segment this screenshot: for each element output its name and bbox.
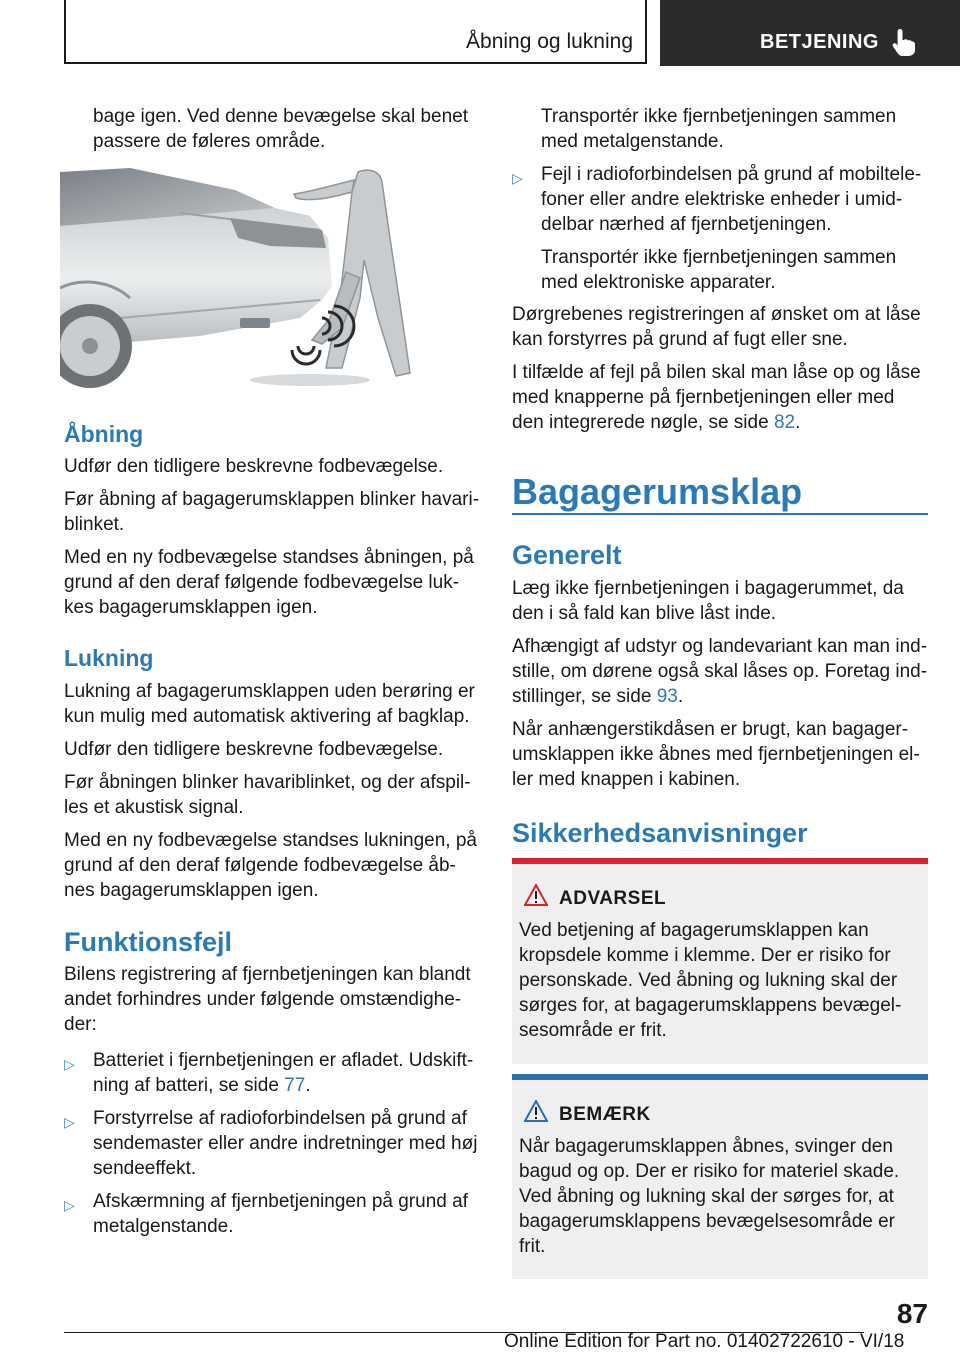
page-link-77[interactable]: 77 [284, 1075, 306, 1096]
warning-title: ADVARSEL [559, 888, 667, 909]
intro-paragraph: bage igen. Ved denne bevægelse skal benet passere de føleres område. [93, 106, 469, 152]
bullet-list-left [64, 1048, 484, 1239]
triangle-bullet-icon: ▷ [512, 170, 523, 186]
heading-abning: Åbning [64, 421, 144, 447]
generelt-section: Læg ikke fjernbetjeningen i bagagerummet, da den i så fald kan blive låst inde. Afhængigt af udstyr og landevariant kan man ind- stille, om dørene også skal låses op. Foretag ind- stillinger, se side 93. Når anhængerstikdåsen er brugt, kan bagager- umsklappen ikke åbnes med fjernbetjeningen el- ler med knappen i kabinen. [512, 578, 928, 790]
transport-note-1: Transportér ikke fjernbetjeningen sammen med metalgenstande. [541, 106, 897, 152]
heading-underline [512, 513, 928, 515]
header-section-tab [64, 0, 647, 64]
header-chapter-title: BETJENING [760, 31, 879, 53]
hand-pointer-icon [890, 27, 918, 57]
right-paragraphs: Dørgrebenes registreringen af ønsket om at låse kan forstyrres på grund af fugt eller sne. I tilfælde af fejl på bilen skal man låse op og låse med knapperne på fjernbetjeningen eller med den integrerede nøgle, se side 82. [512, 304, 921, 433]
warning-bar [512, 858, 928, 864]
note-box [512, 1074, 928, 1279]
warning-box [512, 858, 928, 1064]
list-item: ▷ Batteriet i fjernbetjeningen er afladet. Udskift- ning af batteri, se side 77. [64, 1050, 474, 1096]
header-section-title: Åbning og lukning [466, 30, 633, 53]
abning-p1: Udfør den tidligere beskrevne fodbevægelse. [64, 456, 444, 477]
caution-triangle-icon [524, 1100, 548, 1122]
header-chapter-tab [660, 0, 960, 66]
page-link-93[interactable]: 93 [656, 686, 678, 707]
page-link-82[interactable]: 82 [773, 412, 796, 433]
warning-text: Ved betjening af bagagerumsklappen kan kropsdele komme i klemme. Der er risiko for personskade. Ved åbning og lukning skal der sørges for, at bagagerumsklappens bevægel- sesområde er frit. [519, 920, 902, 1041]
triangle-bullet-icon: ▷ [64, 1114, 75, 1130]
tailgate-kick-illustration [60, 168, 412, 390]
funktionsfejl-intro: Bilens registrering af fjernbetjeningen kan blandt andet forhindres under følgende omstændighe- der: [64, 964, 471, 1035]
note-title: BEMÆRK [559, 1104, 651, 1125]
heading-funktionsfejl: Funktionsfejl [64, 927, 232, 957]
heading-lukning: Lukning [64, 645, 154, 671]
heading-generelt: Generelt [512, 540, 622, 570]
footer-edition: Online Edition for Part no. 01402722610 - VI/18 [504, 1331, 905, 1352]
heading-sikkerhedsanvisninger: Sikkerhedsanvisninger [512, 818, 808, 848]
list-item: ▷ Forstyrrelse af radioforbindelsen på grund af sendemaster eller andre indretninger med høj sendeeffekt. [64, 1108, 478, 1179]
triangle-bullet-icon: ▷ [64, 1197, 75, 1213]
list-item: ▷ Afskærmning af fjernbetjeningen på grund af metalgenstande. [64, 1191, 468, 1237]
abning-section: Udfør den tidligere beskrevne fodbevægelse. Før åbning af bagagerumsklappen blinker havari- blinket. Med en ny fodbevægelse standses åbningen, på grund af den deraf følgende fodbevægelse luk- kes bagagerumsklappen igen. [64, 454, 484, 620]
note-bar [512, 1074, 928, 1080]
note-text: Når bagagerumsklappen åbnes, svinger den bagud og op. Der er risiko for materiel skade. Ved åbning og lukning skal der sørges for, at bagagerumsklappens bevægelsesområde er frit. [519, 1136, 900, 1257]
page-number: 87 [896, 1298, 928, 1329]
list-item: ▷ Fejl i radioforbindelsen på grund af mobiltele- foner eller andre elektriske enheder i umid- delbar nærhed af fjernbetjeningen. Transportér ikke fjernbetjeningen sammen med elektroniske apparater. [512, 164, 922, 293]
lukning-section: Lukning af bagagerumsklappen uden berøring er kun mulig med automatisk aktivering af bagklap. Udfør den tidligere beskrevne fodbevægelse. Før åbningen blinker havariblinket, og der afspil- les et akustisk signal. Med en ny fodbevægelse standses lukningen, på grund af den deraf følgende fodbevægelse åb- nes bagagerumsklappen igen. [64, 681, 477, 901]
bullet-list-right [512, 162, 932, 295]
warning-triangle-icon [524, 884, 548, 906]
heading-bagagerumsklap: Bagagerumsklap [512, 471, 803, 512]
triangle-bullet-icon: ▷ [64, 1056, 75, 1072]
